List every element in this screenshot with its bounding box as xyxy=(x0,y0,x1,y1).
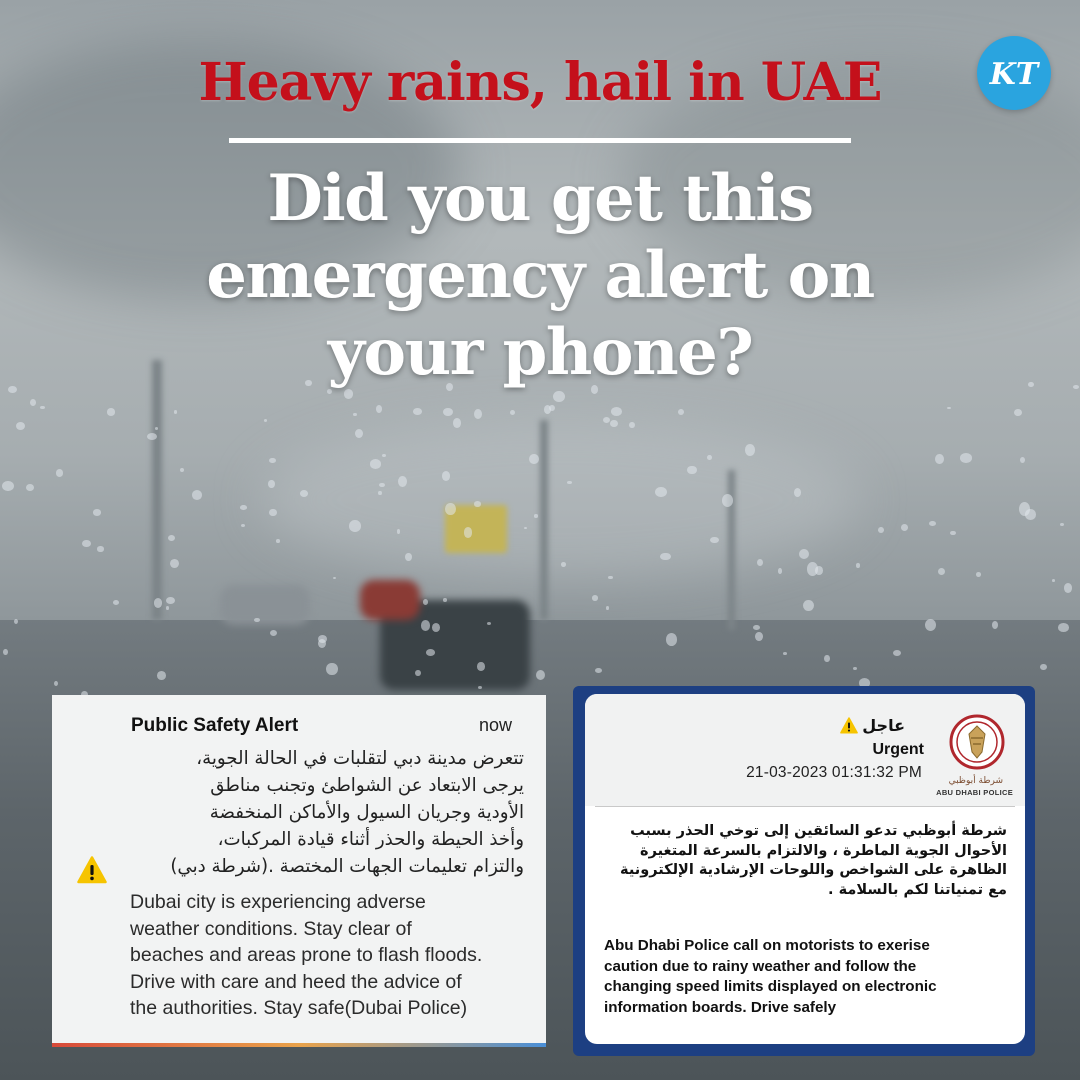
raindrop xyxy=(561,562,566,566)
raindrop xyxy=(1025,509,1036,520)
arabic-line: الأودية وجريان السيول والأماكن المنخفضة xyxy=(209,802,524,823)
arabic-line: تتعرض مدينة دبي لتقلبات في الحالة الجوية، xyxy=(196,748,524,769)
alert-header xyxy=(72,715,522,743)
raindrop xyxy=(960,453,972,462)
police-name: ABU DHABI POLICE xyxy=(936,788,1013,797)
cloud xyxy=(260,420,860,580)
raindrop xyxy=(553,391,565,402)
urgent-label: Urgent xyxy=(872,741,924,758)
raindrop xyxy=(803,600,814,611)
raindrop xyxy=(382,454,386,457)
raindrop xyxy=(264,419,267,422)
raindrop xyxy=(1014,409,1022,416)
raindrop xyxy=(442,471,450,481)
abu-dhabi-police-emblem-icon xyxy=(949,714,1005,770)
arabic-line: مع تمنياتنا لكم بالسلامة . xyxy=(828,881,1007,898)
raindrop xyxy=(349,520,361,532)
raindrop xyxy=(166,597,175,604)
alert-timestamp: 21-03-2023 01:31:32 PM xyxy=(746,764,922,781)
logo-text: KT xyxy=(989,57,1039,92)
raindrop xyxy=(426,649,435,656)
alert-arabic-text xyxy=(603,822,1007,900)
raindrop xyxy=(26,484,34,491)
english-line: Dubai city is experiencing adverse xyxy=(130,891,426,913)
raindrop xyxy=(421,620,430,630)
raindrop xyxy=(300,490,308,497)
raindrop xyxy=(1058,623,1068,632)
raindrop xyxy=(379,483,384,487)
arabic-line: الأحوال الجوية الماطرة ، والالتزام بالسرعة المتغيرة xyxy=(640,842,1007,859)
english-line: Drive with care and heed the advice of xyxy=(130,970,462,993)
raindrop xyxy=(745,444,755,455)
header-divider xyxy=(595,806,1015,807)
raindrop xyxy=(935,454,944,465)
warning-icon xyxy=(77,856,107,884)
question-line: Did you get this xyxy=(267,161,813,236)
raindrop xyxy=(326,663,338,676)
raindrop xyxy=(93,509,102,516)
raindrop xyxy=(529,454,539,464)
arabic-line: والتزام تعليمات الجهات المختصة .(شرطة دبي) xyxy=(170,856,524,877)
raindrop xyxy=(1020,457,1025,463)
urgent-label-arabic xyxy=(840,716,905,735)
raindrop xyxy=(2,481,14,491)
raindrop xyxy=(610,420,618,427)
raindrop xyxy=(707,455,712,460)
raindrop xyxy=(254,618,259,622)
english-line: information boards. Drive safely xyxy=(604,998,837,1016)
raindrop xyxy=(757,559,763,566)
raindrop xyxy=(947,407,951,410)
raindrop xyxy=(687,466,696,475)
raindrop xyxy=(154,598,162,607)
raindrop xyxy=(549,405,555,411)
raindrop xyxy=(592,595,599,601)
raindrop xyxy=(474,501,481,507)
headline-divider xyxy=(229,138,851,143)
raindrop xyxy=(443,598,446,602)
raindrop xyxy=(269,458,275,463)
raindrop xyxy=(824,655,829,662)
arabic-line: الظاهرة على الشواخص واللوحات الإرشادية الإلكترونية xyxy=(620,862,1007,878)
alert-english-text xyxy=(604,936,1015,1018)
raindrop xyxy=(276,539,280,543)
raindrop xyxy=(147,433,157,440)
arabic-line: شرطة أبوظبي تدعو السائقين إلى توخي الحذر بسبب xyxy=(630,823,1007,839)
raindrop xyxy=(464,527,473,537)
car xyxy=(360,580,420,620)
dubai-alert-card[interactable] xyxy=(52,695,546,1047)
raindrop xyxy=(938,568,945,575)
lamp-pole xyxy=(152,360,162,620)
raindrop xyxy=(524,527,527,529)
lamp-pole xyxy=(540,420,548,620)
raindrop xyxy=(611,407,622,416)
headline-question xyxy=(0,160,1080,391)
raindrop xyxy=(82,540,91,547)
police-name-arabic: شرطة أبوظبي xyxy=(948,776,1003,786)
raindrop xyxy=(3,649,8,655)
warning-icon xyxy=(840,717,858,734)
english-line: Abu Dhabi Police call on motorists to exerise xyxy=(604,937,930,954)
raindrop xyxy=(240,505,247,510)
alert-title: Public Safety Alert xyxy=(131,715,299,736)
car xyxy=(220,585,310,625)
headline-title: Heavy rains, hail in UAE xyxy=(198,52,882,113)
raindrop xyxy=(378,491,381,495)
raindrop xyxy=(510,410,515,415)
raindrop xyxy=(30,399,36,406)
raindrop xyxy=(398,476,407,487)
card-bottom-strip xyxy=(52,1043,546,1047)
raindrop xyxy=(14,619,18,624)
raindrop xyxy=(950,531,955,535)
raindrop xyxy=(269,509,276,516)
alert-arabic-text xyxy=(128,745,524,880)
raindrop xyxy=(478,686,482,689)
raindrop xyxy=(443,408,453,416)
raindrop xyxy=(1064,583,1072,592)
english-line: changing speed limits displayed on electronic xyxy=(604,978,937,995)
english-line: weather conditions. Stay clear of xyxy=(130,917,412,940)
raindrop xyxy=(1040,664,1047,671)
arabic-line: يرجى الابتعاد عن الشواطئ وتجنب مناطق xyxy=(210,775,524,796)
raindrop xyxy=(477,662,485,671)
raindrop xyxy=(666,633,677,646)
raindrop xyxy=(655,487,667,498)
raindrop xyxy=(97,546,103,551)
raindrop xyxy=(318,639,326,648)
raindrop xyxy=(534,514,538,517)
raindrop xyxy=(16,422,25,430)
raindrop xyxy=(606,606,609,610)
english-line: beaches and areas prone to flash floods. xyxy=(130,944,483,966)
raindrop xyxy=(370,459,381,468)
raindrop xyxy=(678,409,684,415)
question-line: your phone? xyxy=(327,315,753,390)
english-line: caution due to rainy weather and follow the xyxy=(604,957,917,975)
abudhabi-alert-card[interactable] xyxy=(585,694,1025,1044)
arabic-line: وأخذ الحيطة والحذر أثناء قيادة المركبات، xyxy=(217,829,524,850)
raindrop xyxy=(1052,579,1055,582)
raindrop xyxy=(453,418,461,428)
raindrop xyxy=(353,413,357,417)
raindrop xyxy=(113,600,119,605)
raindrop xyxy=(413,408,421,415)
english-line: the authorities. Stay safe(Dubai Police) xyxy=(130,997,468,1019)
urgent-ar-text: عاجل xyxy=(862,716,905,735)
raindrop xyxy=(893,650,901,656)
raindrop xyxy=(397,529,400,533)
question-line: emergency alert on xyxy=(206,238,874,313)
alert-time: now xyxy=(478,715,512,735)
raindrop xyxy=(268,480,274,488)
alert-english-text xyxy=(130,889,536,1022)
